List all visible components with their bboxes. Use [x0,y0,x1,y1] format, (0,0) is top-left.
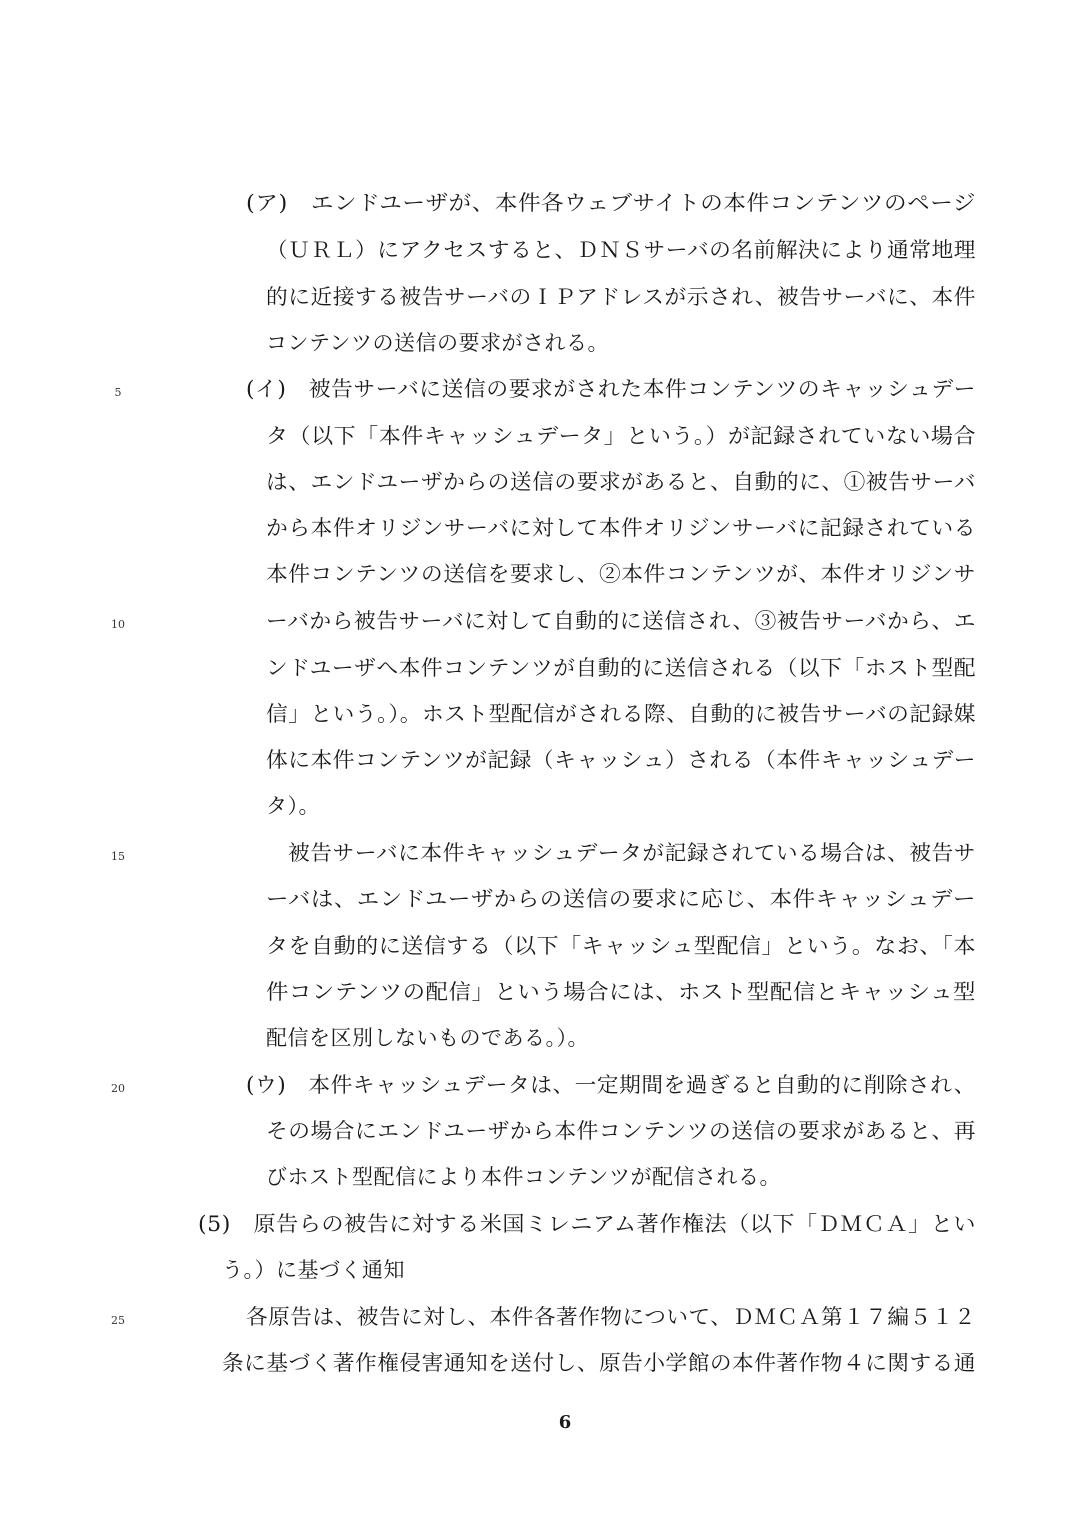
line-number: 10 [111,618,125,631]
text-line: 的に近接する被告サーバのＩＰアドレスが示され、被告サーバに、本件 [266,285,976,309]
text-line: 体に本件コンテンツが記録（キャッシュ）される（本件キャッシュデー [266,748,976,772]
text-line: タ（以下「本件キャッシュデータ」という。）が記録されていない場合 [266,424,976,448]
section-heading: (5) 原告らの被告に対する米国ミレニアム著作権法（以下「ＤＭＣＡ」とい [198,1212,976,1236]
text-line: タ）。 [266,794,320,818]
section-heading: う。）に基づく通知 [222,1258,405,1282]
text-line: (イ) 被告サーバに送信の要求がされた本件コンテンツのキャッシュデー [246,377,976,401]
text-line: びホスト型配信により本件コンテンツが配信される。 [266,1165,781,1189]
text-line: 本件コンテンツの送信を要求し、②本件コンテンツが、本件オリジンサ [266,562,976,586]
page-number: 6 [558,1412,572,1433]
text-line: 配信を区別しないものである。）。 [266,1026,589,1050]
text-line: は、エンドユーザからの送信の要求があると、自動的に、①被告サーバ [266,470,976,494]
text-line: 各原告は、被告に対し、本件各著作物について、ＤＭＣＡ第１７編５１２ [246,1305,976,1329]
text-line: ーバは、エンドユーザからの送信の要求に応じ、本件キャッシュデー [266,887,976,911]
text-line: （ＵＲＬ）にアクセスすると、ＤＮＳサーバの名前解決により通常地理 [266,238,976,262]
text-line: 件コンテンツの配信」という場合には、ホスト型配信とキャッシュ型 [266,980,976,1004]
text-line: コンテンツの送信の要求がされる。 [266,331,609,355]
line-number: 15 [111,850,125,863]
text-line: 被告サーバに本件キャッシュデータが記録されている場合は、被告サ [288,841,976,865]
text-line: (ウ) 本件キャッシュデータは、一定期間を過ぎると自動的に削除され、 [246,1073,977,1097]
text-line: その場合にエンドユーザから本件コンテンツの送信の要求があると、再 [266,1119,976,1143]
text-line: ーバから被告サーバに対して自動的に送信され、③被告サーバから、エ [266,609,976,633]
line-number: 5 [114,386,122,399]
text-line: タを自動的に送信する（以下「キャッシュ型配信」という。なお、「本 [266,934,976,958]
text-line: 信」という。）。ホスト型配信がされる際、自動的に被告サーバの記録媒 [266,702,976,726]
text-line: から本件オリジンサーバに対して本件オリジンサーバに記録されている [266,516,976,540]
line-number: 20 [111,1082,125,1095]
text-line: ンドユーザへ本件コンテンツが自動的に送信される（以下「ホスト型配 [266,656,976,680]
line-number: 25 [111,1314,125,1327]
text-line: 条に基づく著作権侵害通知を送付し、原告小学館の本件著作物４に関する通 [222,1351,976,1375]
text-line: (ア) エンドユーザが、本件各ウェブサイトの本件コンテンツのページ [246,191,976,215]
